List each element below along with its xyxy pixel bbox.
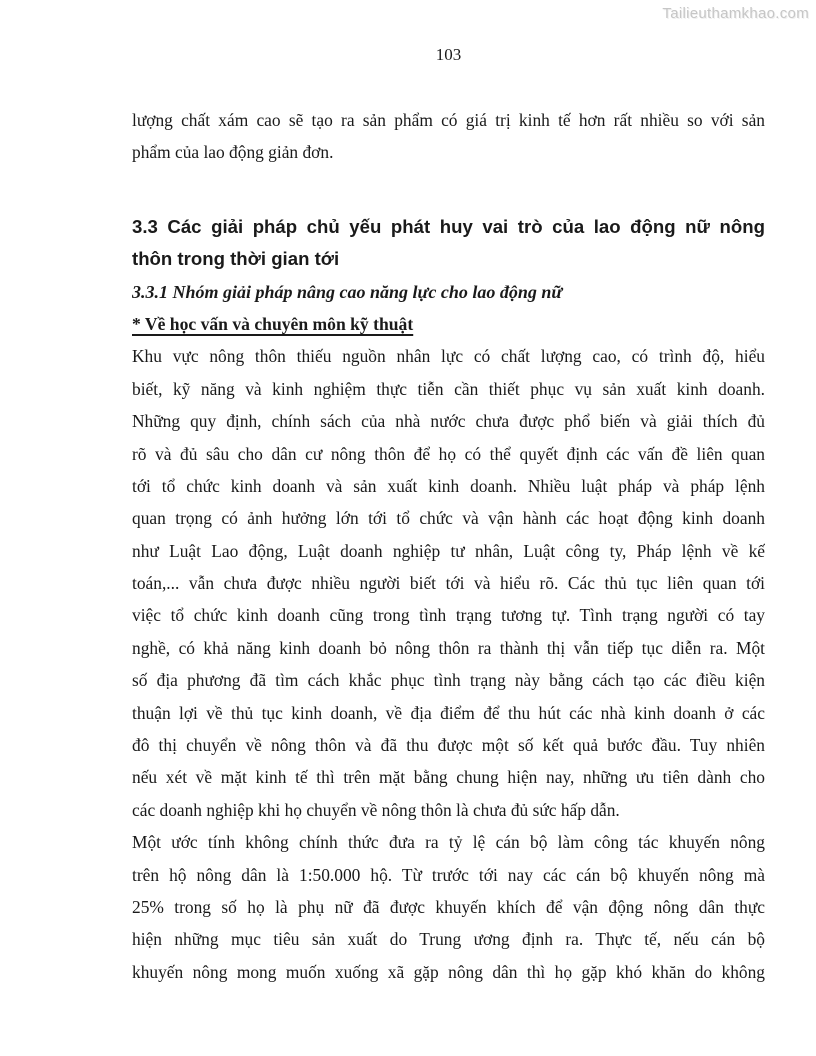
- text-line: lượng chất xám cao sẽ tạo ra sản phẩm có giá trị kinh tế hơn rất nhiều so với sản: [132, 110, 765, 130]
- text-line: toán,... vẫn chưa được nhiều người biết tới và hiểu rõ. Các thủ tục liên quan tới: [132, 573, 765, 594]
- text-line: việc tổ chức kinh doanh cũng trong tình trạng tương tự. Tình trạng người có tay: [132, 605, 765, 626]
- topic-heading: [132, 308, 765, 340]
- text-line: như Luật Lao động, Luật doanh nghiệp tư nhân, Luật công ty, Pháp lệnh về kế: [132, 540, 765, 561]
- text-line: biết, kỹ năng và kinh nghiệm thực tiễn cần thiết phục vụ sản xuất kinh doanh.: [132, 378, 765, 399]
- section-heading: [132, 211, 765, 276]
- text-line: Khu vực nông thôn thiếu nguồn nhân lực có chất lượng cao, có trình độ, hiểu: [132, 346, 765, 367]
- text-line: đô thị chuyển về nông thôn và đã thu được một số kết quả bước đầu. Tuy nhiên: [132, 735, 765, 756]
- text-line: quan trọng có ảnh hưởng lớn tới tổ chức và vận hành các hoạt động kinh doanh: [132, 508, 765, 529]
- text-line: thuận lợi về thủ tục kinh doanh, về địa điểm để thu hút các nhà kinh doanh ở các: [132, 702, 765, 723]
- text-line: phẩm của lao động giản đơn.: [132, 142, 334, 163]
- text-line: các doanh nghiệp khi họ chuyển về nông thôn là chưa đủ sức hấp dẫn.: [132, 799, 620, 820]
- topic-heading-text: * Về học vấn và chuyên môn kỹ thuật: [132, 313, 414, 334]
- subsection-heading: 3.3.1 Nhóm giải pháp nâng cao năng lực cho lao động nữ: [132, 281, 563, 302]
- text-line: 25% trong số họ là phụ nữ đã được khuyến khích để vận động nông dân thực: [132, 896, 765, 917]
- intro-paragraph: [132, 104, 765, 169]
- text-line: 3.3 Các giải pháp chủ yếu phát huy vai trò của lao động nữ nông: [132, 215, 765, 237]
- text-line: rõ và đủ sâu cho dân cư nông thôn để họ có thể quyết định các vấn đề liên quan: [132, 443, 765, 464]
- text-line: thôn trong thời gian tới: [132, 248, 340, 270]
- text-line: khuyến nông mong muốn xuống xã gặp nông dân thì họ gặp khó khăn do không: [132, 961, 765, 982]
- text-line: số địa phương đã tìm cách khắc phục tình trạng này bằng cách tạo các điều kiện: [132, 670, 765, 691]
- text-line: hiện những mục tiêu sản xuất do Trung ương định ra. Thực tế, nếu cán bộ: [132, 929, 765, 950]
- text-line: nghề, có khả năng kinh doanh bỏ nông thôn ra thành thị vẫn tiếp tục diễn ra. Một: [132, 637, 765, 658]
- text-line: Những quy định, chính sách của nhà nước chưa được phổ biến và giải thích đủ: [132, 411, 765, 432]
- text-line: trên hộ nông dân là 1:50.000 hộ. Từ trước tới nay các cán bộ khuyến nông mà: [132, 864, 765, 885]
- page-number: 103: [435, 45, 462, 64]
- body-paragraph-2: [132, 826, 765, 988]
- body-paragraph-1: [132, 340, 765, 826]
- text-line: nếu xét về mặt kinh tế thì trên mặt bằng chung hiện nay, những ưu tiên dành cho: [132, 767, 765, 788]
- text-line: tới tổ chức kinh doanh và sản xuất kinh doanh. Nhiều luật pháp và pháp lệnh: [132, 475, 765, 496]
- text-line: Một ước tính không chính thức đưa ra tỷ lệ cán bộ làm công tác khuyến nông: [132, 832, 765, 853]
- page-content: [132, 104, 765, 988]
- watermark: Tailieuthamkhao.com: [662, 5, 809, 22]
